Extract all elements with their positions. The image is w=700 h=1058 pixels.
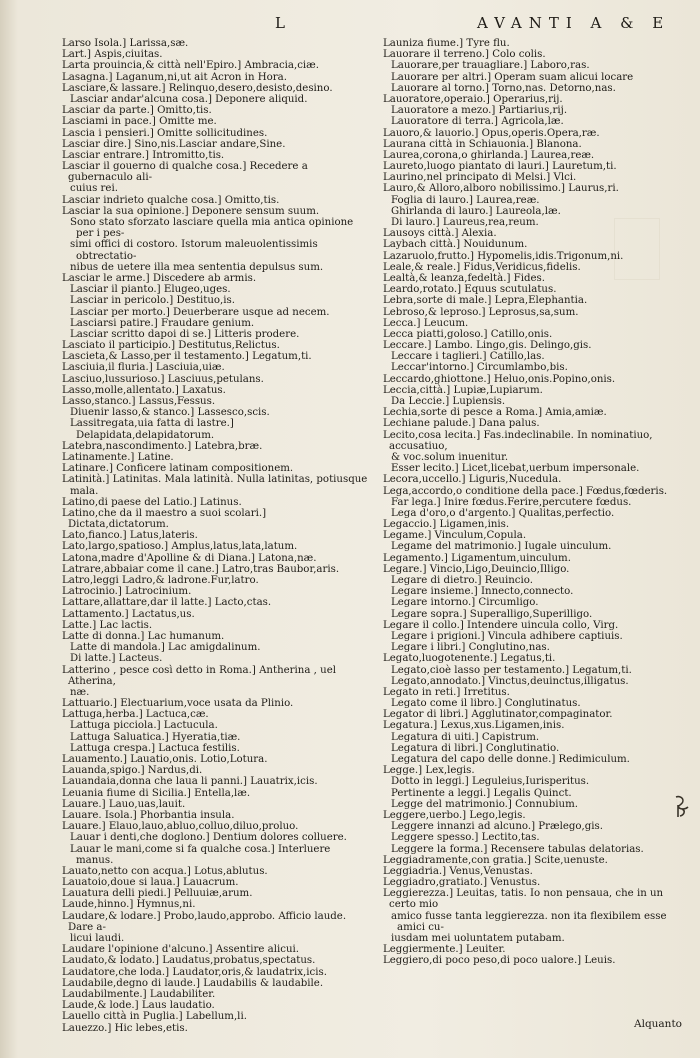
dictionary-entry: Laureto,luogo piantato di lauri.] Lauretum,ti. [383,161,617,173]
dictionary-entry: Lauoratore a mezo.] Partiarius,rij. [391,105,568,117]
dictionary-entry: Legare di dietro.] Reuincio. [391,575,533,586]
dictionary-entry: Leggere,uerbo.] Lego,legis. [383,809,526,821]
dictionary-entry: Lato,fianco.] Latus,lateris. [62,530,198,542]
dictionary-entry: Lattuga Saluatica.] Hyeratia,tiæ. [70,731,241,743]
dictionary-entry: Lassitregata,uia fatta di lastre.] Delapidata,delapidatorum. [70,418,234,441]
left-column [62,38,370,1034]
dictionary-entry: Lauorare il terreno.] Colo colis. [383,49,546,61]
dictionary-entry: Latona,madre d'Apolline & di Diana.] Latona,næ. [62,552,317,564]
dictionary-entry: Lasciar indrieto qualche cosa.] Omitto,tis. [62,194,280,206]
dictionary-entry: Ghirlanda di lauro.] Laureola,læ. [391,205,561,217]
dictionary-entry: Legato,annodato.] Vinctus,deuinctus,illigatus. [391,675,629,687]
dictionary-entry: Lasciami in pace.] Omitte me. [62,116,217,128]
dictionary-entry: Lasciar scritto dapoi di se.] Litteris prodere. [70,328,300,340]
dictionary-entry: Laurana città in Schiauonia.] Blanona. [383,138,582,150]
dictionary-entry: Lasagna.] Laganum,ni,ut ait Acron in Hora. [62,71,287,83]
dictionary-entry: Lauro,& Alloro,alboro nobilissimo.] Laurus,ri. [383,183,619,195]
dictionary-entry: Laudabile,degno di laude.] Laudabilis & laudabile. [62,977,324,989]
dictionary-entry: Lasciar il pianto.] Elugeo,uges. [70,284,231,296]
catchword: Alquanto [634,1018,682,1030]
dictionary-entry: Lasciar entrare.] Intromitto,tis. [62,149,225,161]
dictionary-entry: Lasciar il gouerno di qualche cosa.] Recedere a gubernaculo ali- [62,161,308,184]
marginal-annotation-mark [672,793,692,819]
dictionary-entry: Sono stato sforzato lasciare quella mia antica opinione per i pes- [70,217,354,240]
dictionary-entry: Laude,& lode.] Laus laudatio. [62,1000,215,1012]
dictionary-entry: Lauorare per altri.] Operam suam alicui locare [391,71,634,83]
dictionary-entry: Lasciar andar'alcuna cosa.] Deponere aliquid. [70,93,308,105]
dictionary-entry: Leccardo,ghiottone.] Heluo,onis.Popino,onis. [383,373,616,385]
dictionary-entry: Lasciato il participio.] Destitutus,Relictus. [62,340,280,352]
right-column [383,38,683,967]
dictionary-entry: Lauorare,per trauagliare.] Laboro,ras. [391,60,590,72]
dictionary-entry: Pertinente a leggi.] Legalis Quinct. [391,787,572,799]
dictionary-entry: Lasciar le arme.] Discedere ab armis. [62,272,257,284]
dictionary-entry: Leggere innanzi ad alcuno.] Prælego,gis. [391,821,604,833]
dictionary-entry: Larta prouincia,& città nell'Epiro.] Ambracia,ciæ. [62,60,320,72]
dictionary-entry: Leggiadro,gratiato.] Venustus. [383,877,541,889]
dictionary-entry: Latinità.] Latinitas. Mala latinità. Nulla latinitas, potiusque [62,474,368,486]
dictionary-entry: Lechiane palude.] Dana palus. [383,418,540,430]
dictionary-entry: Lecca piatti,goloso.] Catillo,onis. [383,328,553,340]
dictionary-entry: Lasciare,& lassare.] Relinquo,desero,desisto,desino. [62,82,333,94]
dictionary-entry: Lechia,sorte di pesce a Roma.] Amia,amiæ. [383,407,607,419]
dictionary-entry: Legare sopra.] Superalligo,Superilligo. [391,608,593,620]
dictionary-entry: Leccare i taglieri.] Catillo,las. [391,351,545,363]
dictionary-entry: Leardo,rotato.] Equus scutulatus. [383,284,557,296]
dictionary-entry: Lauandaia,donna che laua li panni.] Lauatrix,icis. [62,776,318,788]
dictionary-entry: Lauare.] Elauo,lauo,abluo,colluo,diluo,proluo. [62,821,299,833]
dictionary-entry: Launiza fiume.] Tyre flu. [383,38,510,49]
dictionary-entry: Laudabilmente.] Laudabiliter. [62,988,216,1000]
dictionary-entry: Larso Isola.] Larissa,sæ. [62,38,189,49]
dictionary-entry: Lasciar la sua opinione.] Deponere sensum suum. [62,205,320,217]
dictionary-entry: Lattamento.] Lactatus,us. [62,608,195,620]
dictionary-entry: Lauar le mani,come si fa qualche cosa.] Interluere manus. [70,843,331,866]
dictionary-entry: Laurino,nel principato di Melsi.] Vlci. [383,172,577,184]
dictionary-entry: Lega,accordo,o conditione della pace.] Fœdus,fœderis. [383,485,668,497]
dictionary-entry: Latino,che da il maestro a suoi scolari.] Dictata,dictatorum. [62,507,267,531]
dictionary-entry: Laude,hinno.] Hymnus,ni. [62,899,196,911]
dictionary-entry: Lega d'oro,o d'argento.] Qualitas,perfectio. [391,507,615,519]
header-range: AVANTI A & E [477,14,671,32]
dictionary-entry: Legare intorno.] Circumligo. [391,597,539,609]
dictionary-entry: Lauoro,& lauorio.] Opus,operis.Opera,ræ. [383,127,600,139]
dictionary-entry: Lattare,allattare,dar il latte.] Lacto,ctas. [62,597,272,609]
dictionary-entry: Legare i libri.] Conglutino,nas. [391,642,550,654]
dictionary-entry: Lauamento.] Lauatio,onis. Lotio,Lotura. [62,754,268,765]
dictionary-entry: Legatura.] Lexus,xus.Ligamen,inis. [383,720,565,732]
dictionary-entry: Latte di donna.] Lac humanum. [62,630,225,642]
dictionary-entry: Lato,largo,spatioso.] Amplus,latus,lata,latum. [62,541,298,553]
dictionary-entry: Lasciarsi patire.] Fraudare genium. [70,317,255,329]
dictionary-entry: Lauello città in Puglia.] Labellum,li. [62,1011,247,1023]
dictionary-entry: Lauoratore,operaio.] Operarius,rij. [383,93,563,105]
dictionary-entry: simi offici di costoro. Istorum maleuolentissimis obtrectatio- [70,239,318,262]
dictionary-entry: Legame.] Vinculum,Copula. [383,530,527,542]
dictionary-entry: Legator di libri.] Agglutinator,compaginator. [383,709,613,721]
dictionary-entry: Latte di mandola.] Lac amigdalinum. [70,642,261,654]
dictionary-entry: Legato,cioè lasso per testamento.] Legatum,ti. [391,664,632,676]
dictionary-entry: Latino,di paese del Latio.] Latinus. [62,496,242,508]
dictionary-entry: Leggiadramente,con gratia.] Scite,uenuste. [383,854,608,866]
dictionary-entry: Legge del matrimonio.] Connubium. [391,798,578,810]
dictionary-entry: Legare insieme.] Innecto,connecto. [391,586,574,598]
dictionary-entry: & voc.solum inuenitur. [391,451,509,463]
dictionary-entry: Laudare l'opinione d'alcuno.] Assentire alicui. [62,944,300,956]
dictionary-entry: Lauatoio,doue si laua.] Lauacrum. [62,877,239,889]
dictionary-entry: Lattuga picciola.] Lactucula. [70,720,218,732]
dictionary-entry: Legaccio.] Ligamen,inis. [383,519,510,531]
dictionary-entry: Latrare,abbaiar come il cane.] Latro,tras Baubor,aris. [62,563,340,575]
header-letter: L [275,14,292,32]
dictionary-entry: Lauanda,spigo.] Nardus,di. [62,765,203,777]
dictionary-entry: Lasso,molle,allentato.] Laxatus. [62,384,226,396]
dictionary-entry: Lasciar in pericolo.] Destituo,is. [70,295,235,307]
dictionary-entry: Di latte.] Lacteus. [70,653,163,665]
dictionary-entry: Laurea,corona,o ghirlanda.] Laurea,reæ. [383,149,595,161]
dictionary-entry: Lasciuo,lussurioso.] Lasciuus,petulans. [62,373,264,385]
dictionary-entry: Lattuario.] Electuarium,voce usata da Plinio. [62,698,294,710]
dictionary-entry: Latterino , pesce così detto in Roma.] Antherina , uel Atherina, [62,664,336,687]
dictionary-entry: Lebroso,& leproso.] Leprosus,sa,sum. [383,306,579,318]
dictionary-entry: Latinare.] Conficere latinam compositionem. [62,463,294,475]
dictionary-entry: Lattuga,herba.] Lactuca,cæ. [62,709,209,721]
dictionary-entry: Di lauro.] Laureus,rea,reum. [391,217,539,228]
dictionary-entry: Lauorare al torno.] Torno,nas. Detorno,nas. [391,82,616,94]
dictionary-entry: Legatura di libri.] Conglutinatio. [391,742,560,754]
dictionary-entry: Leggiermente.] Leuiter. [383,944,506,956]
dictionary-entry: Laudato,& lodato.] Laudatus,probatus,spectatus. [62,955,316,967]
dictionary-entry: Legatura del capo delle donne.] Redimiculum. [391,754,630,765]
dictionary-entry: Leccar'intorno.] Circumlambo,bis. [391,362,568,374]
dictionary-entry: Legame del matrimonio.] Iugale uinculum. [391,541,612,553]
dictionary-entry: Laybach città.] Nouidunum. [383,239,528,251]
dictionary-entry: Legare.] Vincio,Ligo,Deuincio,Illigo. [383,563,570,575]
dictionary-entry: Latrocinio.] Latrocinium. [62,586,192,598]
dictionary-entry: Legato come il libro.] Conglutinatus. [391,698,581,710]
dictionary-entry: næ. [70,686,90,698]
dictionary-entry: Lauoratore di terra.] Agricola,læ. [391,116,564,128]
dictionary-entry: Lazaruolo,frutto.] Hypomelis,idis.Trigonum,ni. [383,250,624,262]
dictionary-entry: mala. [70,485,99,497]
dictionary-entry: Lauato,netto con acqua.] Lotus,ablutus. [62,865,268,877]
dictionary-entry: Lausoys città.] Alexia. [383,228,497,240]
dictionary-entry: cuius rei. [70,183,118,195]
dictionary-entry: Lascieta,& Lasso,per il testamento.] Legatum,ti. [62,351,312,363]
dictionary-entry: Leuania fiume di Sicilia.] Entella,læ. [62,787,251,799]
dictionary-entry: Leccare.] Lambo. Lingo,gis. Delingo,gis. [383,340,592,352]
dictionary-entry: Da Leccie.] Lupiensis. [391,396,506,407]
dictionary-entry: Laudatore,che loda.] Laudator,oris,& laudatrix,icis. [62,966,327,978]
dictionary-entry: Lecora,uccello.] Liguris,Nucedula. [383,474,562,486]
dictionary-entry: Latebra,nascondimento.] Latebra,bræ. [62,440,263,452]
dictionary-entry: Lasciar da parte.] Omitto,tis. [62,105,212,117]
dictionary-entry: Dotto in leggi.] Leguleius,Iurisperitus. [391,776,590,788]
dictionary-entry: Lauezzo.] Hic lebes,etis. [62,1022,188,1034]
dictionary-entry: Lasso,stanco.] Lassus,Fessus. [62,396,216,407]
dictionary-entry: Legge.] Lex,legis. [383,765,475,777]
dictionary-entry: iusdam mei uoluntatem putabam. [391,933,565,944]
dictionary-entry: Lasciuia,il fluria.] Lasciuia,uiæ. [62,362,225,374]
dictionary-entry: Lebra,sorte di male.] Lepra,Elephantia. [383,295,588,307]
dictionary-entry: Legato in reti.] Irretitus. [383,686,510,698]
dictionary-entry: nibus de uetere illa mea sententia depulsus sum. [70,261,324,273]
dictionary-entry: Leccia,città.] Lupiæ,Lupiarum. [383,384,543,396]
dictionary-entry: Lauatura delli piedi.] Pelluuiæ,arum. [62,888,253,900]
dictionary-entry: Legare i prigioni.] Vincula adhibere captiuis. [391,630,623,642]
dictionary-entry: Leale,& reale.] Fidus,Veridicus,fidelis. [383,261,581,273]
dictionary-entry: Lascia i pensieri.] Omitte sollicitudines. [62,127,268,139]
dictionary-entry: Latinamente.] Latine. [62,451,174,463]
dictionary-entry: Legare il collo.] Intendere uincula collo, Virg. [383,619,619,631]
dictionary-entry: Latte.] Lac lactis. [62,619,153,631]
dictionary-entry: Legato,luogotenente.] Legatus,ti. [383,653,556,665]
dictionary-entry: Leggiadria.] Venus,Venustas. [383,865,533,877]
dictionary-entry: Lattuga crespa.] Lactuca festilis. [70,742,240,754]
dictionary-entry: Lasciar dire.] Sino,nis.Lasciar andare,Sine. [62,138,286,150]
dictionary-entry: Far lega.] Inire fœdus.Ferire,percutere fœdus. [391,496,632,508]
running-header [0,14,700,36]
dictionary-entry: Lasciar per morto.] Deuerberare usque ad necem. [70,306,330,318]
dictionary-entry: Leggere spesso.] Lectito,tas. [391,832,540,844]
dictionary-entry: licui laudi. [70,933,125,944]
dictionary-entry: Leggierezza.] Leuitas, tatis. Io non pensaua, che in un certo mio [383,888,664,911]
dictionary-entry: Leggiero,di poco peso,di poco ualore.] Leuis. [383,955,616,967]
dictionary-entry: amico fusse tanta leggierezza. non ita flexibilem esse amici cu- [391,910,667,933]
dictionary-entry: Lart.] Aspis,ciuitas. [62,49,163,61]
dictionary-entry: Lauare. Isola.] Phorbantia insula. [62,809,235,821]
dictionary-entry: Legatura di uiti.] Capistrum. [391,731,540,743]
dictionary-entry: Lecca.] Leucum. [383,317,469,329]
dictionary-entry: Diuenir lasso,& stanco.] Lassesco,scis. [70,407,270,419]
dictionary-entry: Leggere la forma.] Recensere tabulas delatorias. [391,843,644,855]
dictionary-entry: Laudare,& lodare.] Probo,laudo,approbo. Afficio laude. Dare a- [62,910,347,933]
dictionary-entry: Lauare.] Lauo,uas,lauit. [62,798,186,810]
dictionary-entry: Esser lecito.] Licet,licebat,uerbum impersonale. [391,463,640,475]
dictionary-entry: Lecito,cosa lecita.] Fas.indeclinabile. In nominatiuo, accusatiuo, [383,429,653,452]
dictionary-entry: Lauar i denti,che doglono.] Dentium dolores colluere. [70,832,347,844]
dictionary-entry: Legamento.] Ligamentum,uinculum. [383,552,571,564]
dictionary-entry: Lealtà,& leanza,fedeltà.] Fides. [383,272,546,284]
dictionary-entry: Foglia di lauro.] Laurea,reæ. [391,194,540,206]
dictionary-entry: Latro,leggi Ladro,& ladrone.Fur,latro. [62,575,259,586]
